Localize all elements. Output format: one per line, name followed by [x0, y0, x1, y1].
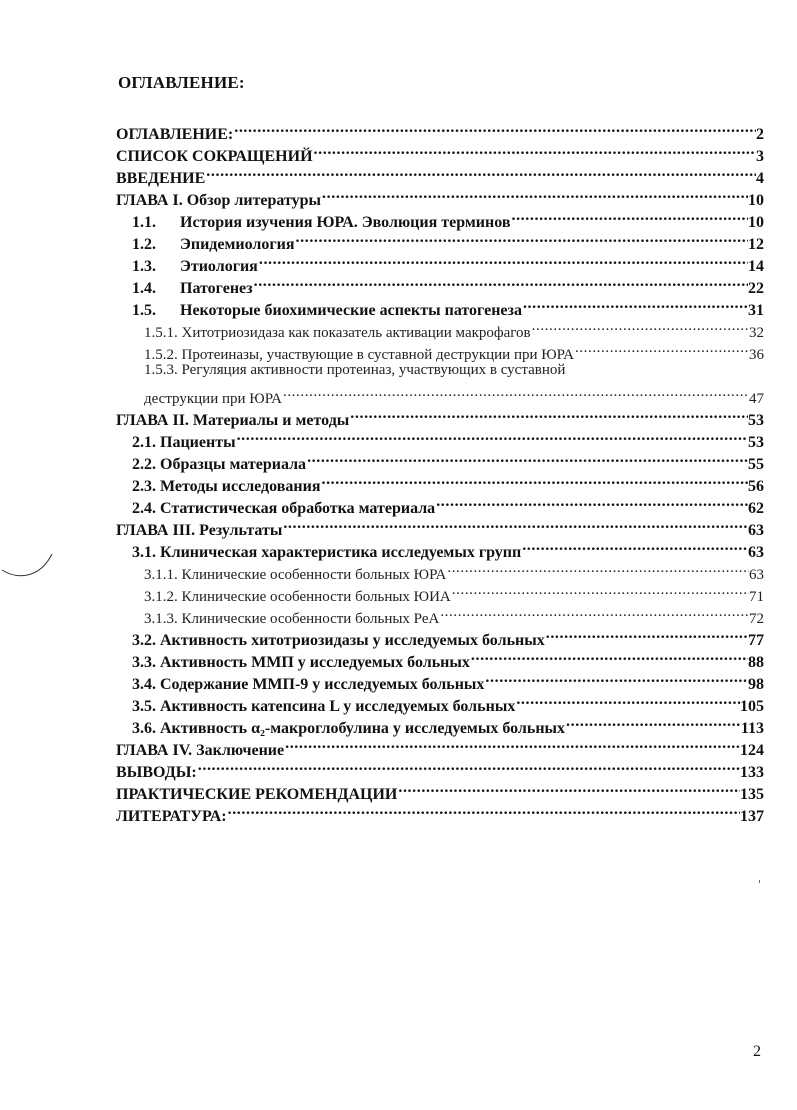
dot-leader: [253, 271, 748, 293]
toc-page-number: 133: [740, 764, 764, 781]
toc-title: Патогенез: [180, 280, 253, 297]
toc-title: 3.1.3. Клинические особенности больных РеА: [144, 611, 440, 627]
toc-page-number: 135: [740, 786, 764, 803]
dot-leader: [205, 161, 756, 183]
dot-leader: [227, 799, 740, 821]
toc-page-number: 105: [740, 698, 764, 715]
table-of-contents: [116, 117, 764, 825]
page-number: 2: [753, 1043, 761, 1060]
toc-title: ГЛАВА II. Материалы и методы: [116, 412, 350, 429]
dot-leader: [439, 601, 749, 623]
toc-page-number: 12: [748, 236, 764, 253]
dot-leader: [545, 623, 748, 645]
toc-page-number: 63: [749, 567, 764, 583]
toc-title: ВВЕДЕНИЕ: [116, 170, 206, 187]
margin-scan-mark: [0, 548, 60, 584]
toc-page-number: 63: [748, 544, 764, 561]
dot-leader: [484, 667, 748, 689]
dot-leader: [510, 205, 748, 227]
toc-section-number: 1.5.: [132, 302, 156, 319]
dot-leader: [349, 403, 748, 425]
toc-section-number: 1.3.: [132, 258, 156, 275]
toc-title: ГЛАВА I. Обзор литературы: [116, 192, 322, 209]
dot-leader: [574, 337, 749, 359]
toc-title: 3.4. Содержание ММП-9 у исследуемых больных: [132, 676, 485, 693]
toc-page-number: 72: [749, 611, 764, 627]
dot-leader: [284, 733, 740, 755]
toc-title: 2.1. Пациенты: [132, 434, 236, 451]
toc-page-number: 4: [756, 170, 764, 187]
toc-page-number: 56: [748, 478, 764, 495]
toc-title: 3.1.2. Клинические особенности больных ЮИА: [144, 589, 451, 605]
toc-title: 3.1. Клиническая характеристика исследуемых групп: [132, 544, 522, 561]
toc-page-number: 53: [748, 434, 764, 451]
dot-leader: [321, 183, 748, 205]
toc-page-number: 77: [748, 632, 764, 649]
dot-leader: [258, 249, 748, 271]
toc-title: Эпидемиология: [180, 236, 295, 253]
dot-leader: [397, 777, 740, 799]
dot-leader: [282, 513, 748, 535]
toc-title: 2.3. Методы исследования: [132, 478, 321, 495]
dot-leader: [236, 425, 748, 447]
dot-leader: [522, 293, 748, 315]
toc-page-number: 10: [748, 192, 764, 209]
toc-page-number: 98: [748, 676, 764, 693]
toc-page-number: 137: [740, 808, 764, 825]
toc-section-number: 1.2.: [132, 236, 156, 253]
toc-page-number: 22: [748, 280, 764, 297]
dot-leader: [320, 469, 748, 491]
toc-title: 2.2. Образцы материала: [132, 456, 307, 473]
dot-leader: [451, 579, 749, 601]
toc-page-number: 10: [748, 214, 764, 231]
toc-title: 3.3. Активность ММП у исследуемых больных: [132, 654, 470, 671]
toc-title: 3.1.1. Клинические особенности больных ЮРА: [144, 567, 447, 583]
toc-page-number: 124: [740, 742, 764, 759]
toc-page-number: 88: [748, 654, 764, 671]
dot-leader: [470, 645, 748, 667]
toc-page-number: 36: [749, 347, 764, 363]
toc-title: 3.2. Активность хитотриозидазы у исследуемых больных: [132, 632, 545, 649]
dot-leader: [306, 447, 748, 469]
dot-leader: [565, 711, 741, 733]
toc-title: ЛИТЕРАТУРА:: [116, 808, 227, 825]
toc-title: 1.5.2. Протеиназы, участвующие в суставной деструкции при ЮРА: [144, 347, 574, 363]
toc-page-number: 71: [749, 589, 764, 605]
toc-title: ВЫВОДЫ:: [116, 764, 197, 781]
toc-title: СПИСОК СОКРАЩЕНИЙ: [116, 148, 313, 165]
toc-page-number: 55: [748, 456, 764, 473]
dot-leader: [197, 755, 740, 777]
page-heading: ОГЛАВЛЕНИЕ:: [118, 73, 245, 92]
toc-entry-conclusions[interactable]: [116, 755, 764, 781]
toc-title: 3.6. Активность α₂-макроглобулина у исследуемых больных: [132, 720, 566, 737]
toc-entry-chapter-1[interactable]: [116, 183, 764, 209]
dot-leader: [295, 227, 748, 249]
dot-leader: [313, 139, 756, 161]
toc-title: ПРАКТИЧЕСКИЕ РЕКОМЕНДАЦИИ: [116, 786, 398, 803]
toc-page-number: 32: [749, 325, 764, 341]
toc-page-number: 47: [749, 391, 764, 407]
toc-title: ГЛАВА III. Результаты: [116, 522, 283, 539]
dot-leader: [435, 491, 748, 513]
toc-page-number: 53: [748, 412, 764, 429]
dot-leader: [282, 381, 749, 403]
scan-speck: [759, 880, 760, 883]
toc-page-number: 2: [756, 126, 764, 143]
toc-page-number: 14: [748, 258, 764, 275]
toc-title: 1.5.3. Регуляция активности протеиназ, участвующих в суставной: [144, 362, 566, 378]
toc-entry-1-5-3[interactable]: [116, 359, 764, 381]
toc-section-number: 1.1.: [132, 214, 156, 231]
dot-leader: [531, 315, 749, 337]
toc-page-number: 113: [740, 720, 764, 737]
toc-page-number: 31: [748, 302, 764, 319]
toc-title: Некоторые биохимические аспекты патогенеза: [180, 302, 522, 319]
toc-page-number: 62: [748, 500, 764, 517]
toc-title: Этиология: [180, 258, 258, 275]
toc-title: деструкции при ЮРА: [144, 391, 282, 407]
toc-page-number: 63: [748, 522, 764, 539]
dot-leader: [233, 117, 756, 139]
toc-title: История изучения ЮРА. Эволюция терминов: [180, 214, 511, 231]
dot-leader: [515, 689, 740, 711]
toc-title: ГЛАВА IV. Заключение: [116, 742, 285, 759]
toc-entry-1-5-3-continued[interactable]: [116, 381, 764, 407]
toc-entry-recommendations[interactable]: [116, 777, 764, 803]
toc-title: ОГЛАВЛЕНИЕ:: [116, 126, 234, 143]
toc-section-number: 1.4.: [132, 280, 156, 297]
toc-title: 1.5.1. Хитотриозидаза как показатель активации макрофагов: [144, 325, 531, 341]
toc-title: 2.4. Статистическая обработка материала: [132, 500, 436, 517]
toc-title: 3.5. Активность катепсина L у исследуемых больных: [132, 698, 516, 715]
dot-leader: [521, 535, 748, 557]
toc-entry-contents[interactable]: [116, 117, 764, 143]
toc-entry-introduction[interactable]: [116, 161, 764, 187]
toc-page-number: 3: [756, 148, 764, 165]
dot-leader: [446, 557, 749, 579]
